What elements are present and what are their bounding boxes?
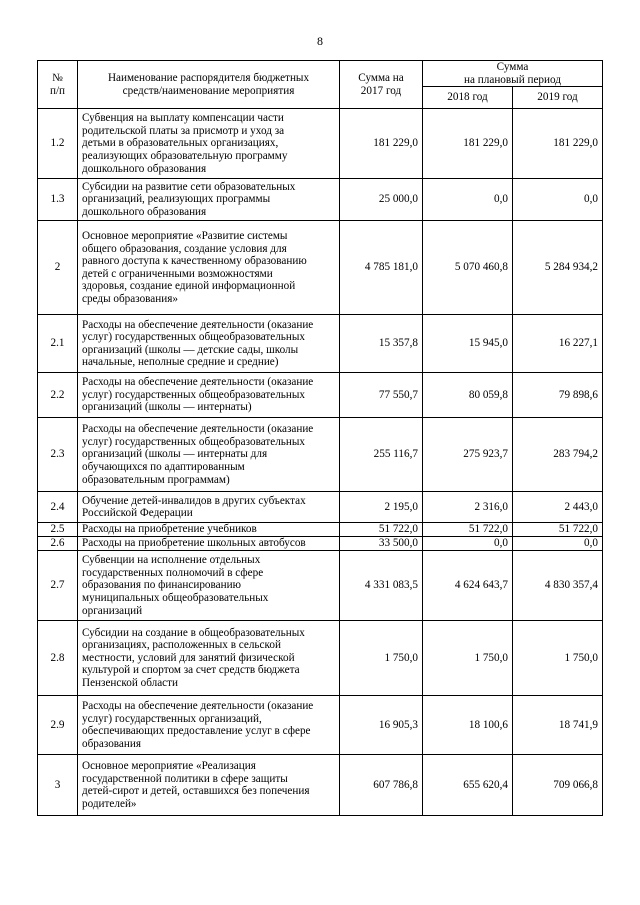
header-name: Наименование распорядителя бюджетных средств/наименование мероприятия: [78, 61, 340, 109]
row-number: 2.6: [38, 537, 78, 551]
row-name: Расходы на обеспечение деятельности (оказание услуг) государственных организаций, обеспечивающих предоставление услуг в сфере образования: [78, 696, 340, 755]
row-sum-2019: 709 066,8: [513, 755, 603, 816]
row-sum-2018: 80 059,8: [423, 373, 513, 418]
table-row: [38, 523, 603, 537]
row-name: Расходы на приобретение школьных автобусов: [78, 537, 340, 551]
row-sum-2017: 16 905,3: [340, 696, 423, 755]
row-sum-2018: 15 945,0: [423, 315, 513, 373]
table-row: [38, 492, 603, 523]
row-sum-2018: 2 316,0: [423, 492, 513, 523]
row-sum-2017: 607 786,8: [340, 755, 423, 816]
row-sum-2019: 0,0: [513, 537, 603, 551]
row-sum-2017: 33 500,0: [340, 537, 423, 551]
row-sum-2017: 2 195,0: [340, 492, 423, 523]
row-sum-2017: 51 722,0: [340, 523, 423, 537]
row-name: Расходы на обеспечение деятельности (оказание услуг) государственных общеобразовательных организаций (школы — детские сады, школы начальные, неполные средние и средние): [78, 315, 340, 373]
row-number: 2.9: [38, 696, 78, 755]
row-sum-2018: 51 722,0: [423, 523, 513, 537]
row-number: 2.7: [38, 551, 78, 621]
row-name: Субвенции на исполнение отдельных государственных полномочий в сфере образования по финансированию муниципальных общеобразовательных организаций: [78, 551, 340, 621]
row-sum-2019: 181 229,0: [513, 109, 603, 179]
row-sum-2019: 51 722,0: [513, 523, 603, 537]
row-number: 1.3: [38, 179, 78, 221]
row-number: 2.1: [38, 315, 78, 373]
row-sum-2018: 1 750,0: [423, 621, 513, 696]
row-name: Расходы на обеспечение деятельности (оказание услуг) государственных общеобразовательных организаций (школы — интернаты для обучающихся по адаптированным образовательным программам): [78, 418, 340, 492]
row-sum-2017: 4 331 083,5: [340, 551, 423, 621]
table-row: [38, 221, 603, 315]
row-name: Расходы на приобретение учебников: [78, 523, 340, 537]
table-row: [38, 373, 603, 418]
header-plan-period: Сумма на плановый период: [423, 61, 603, 87]
row-sum-2017: 15 357,8: [340, 315, 423, 373]
table-row: [38, 179, 603, 221]
row-sum-2017: 25 000,0: [340, 179, 423, 221]
header-2018: 2018 год: [423, 87, 513, 109]
row-name: Субсидии на развитие сети образовательных организаций, реализующих программы дошкольного образования: [78, 179, 340, 221]
page-number: 8: [317, 34, 323, 48]
table-row: [38, 696, 603, 755]
row-name: Основное мероприятие «Развитие системы общего образования, создание условия для равного доступа к качественному образованию детей с ограниченными возможностями здоровья, создание единой информационной среды образования»: [78, 221, 340, 315]
table-row: [38, 418, 603, 492]
row-sum-2017: 181 229,0: [340, 109, 423, 179]
row-sum-2018: 275 923,7: [423, 418, 513, 492]
row-sum-2017: 1 750,0: [340, 621, 423, 696]
row-sum-2018: 0,0: [423, 179, 513, 221]
row-sum-2019: 4 830 357,4: [513, 551, 603, 621]
row-sum-2019: 18 741,9: [513, 696, 603, 755]
row-sum-2017: 255 116,7: [340, 418, 423, 492]
table-row: [38, 315, 603, 373]
row-sum-2019: 2 443,0: [513, 492, 603, 523]
header-num: № п/п: [38, 61, 78, 109]
row-sum-2019: 283 794,2: [513, 418, 603, 492]
row-name: Субсидии на создание в общеобразовательных организациях, расположенных в сельской местности, условий для занятий физической культурой и спортом за счет средств бюджета Пензенской области: [78, 621, 340, 696]
row-number: 2.4: [38, 492, 78, 523]
budget-table: [37, 60, 603, 816]
row-name: Субвенция на выплату компенсации части родительской платы за присмотр и уход за детьми в образовательных организациях, реализующих образовательную программу дошкольного образования: [78, 109, 340, 179]
table-row: [38, 621, 603, 696]
row-sum-2018: 0,0: [423, 537, 513, 551]
row-sum-2018: 181 229,0: [423, 109, 513, 179]
row-sum-2018: 18 100,6: [423, 696, 513, 755]
row-sum-2017: 77 550,7: [340, 373, 423, 418]
row-number: 3: [38, 755, 78, 816]
row-number: 2.8: [38, 621, 78, 696]
table-row: [38, 551, 603, 621]
table-row: [38, 537, 603, 551]
header-sum-2017: Сумма на 2017 год: [340, 61, 423, 109]
row-sum-2019: 16 227,1: [513, 315, 603, 373]
row-name: Обучение детей-инвалидов в других субъектах Российской Федерации: [78, 492, 340, 523]
row-name: Расходы на обеспечение деятельности (оказание услуг) государственных общеобразовательных организаций (школы — интернаты): [78, 373, 340, 418]
row-number: 2.5: [38, 523, 78, 537]
row-number: 2.2: [38, 373, 78, 418]
header-2019: 2019 год: [513, 87, 603, 109]
row-sum-2019: 1 750,0: [513, 621, 603, 696]
row-sum-2019: 5 284 934,2: [513, 221, 603, 315]
row-sum-2018: 655 620,4: [423, 755, 513, 816]
row-sum-2018: 5 070 460,8: [423, 221, 513, 315]
row-name: Основное мероприятие «Реализация государственной политики в сфере защиты детей-сирот и детей, оставшихся без попечения родителей»: [78, 755, 340, 816]
row-sum-2019: 0,0: [513, 179, 603, 221]
row-sum-2017: 4 785 181,0: [340, 221, 423, 315]
row-number: 2: [38, 221, 78, 315]
row-number: 1.2: [38, 109, 78, 179]
row-sum-2018: 4 624 643,7: [423, 551, 513, 621]
table-row: [38, 109, 603, 179]
row-number: 2.3: [38, 418, 78, 492]
row-sum-2019: 79 898,6: [513, 373, 603, 418]
table-row: [38, 755, 603, 816]
